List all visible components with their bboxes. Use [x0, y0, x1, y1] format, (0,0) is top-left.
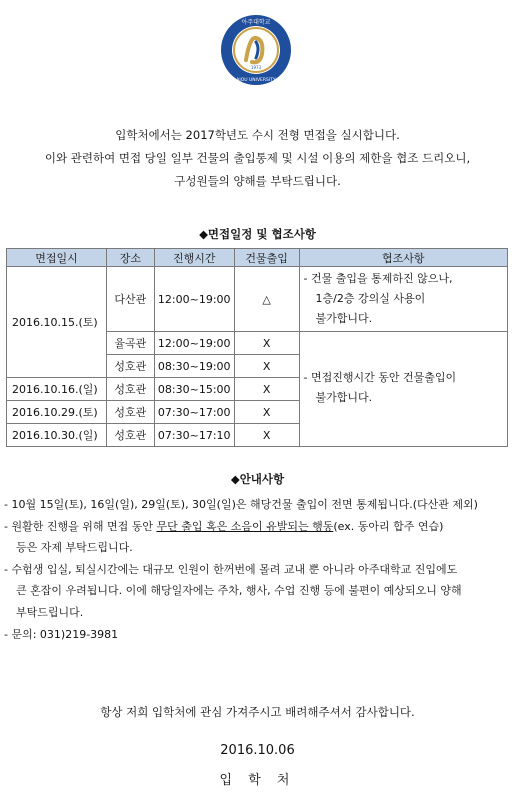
cell-time: 07:30~17:10 [154, 424, 234, 447]
notice-underlined-text: 무단 출입 혹은 소음이 유발되는 행동 [156, 519, 334, 533]
cell-access: △ [234, 267, 299, 332]
cell-note-1 [299, 267, 507, 332]
cell-access: X [234, 401, 299, 424]
schedule-table [6, 248, 508, 447]
header-time: 진행시간 [154, 249, 234, 267]
cell-access: X [234, 378, 299, 401]
notice-continuation: 부탁드립니다. [16, 605, 84, 619]
note-line: - 건물 출입을 통제하진 않으나, [303, 272, 453, 285]
cell-place: 성호관 [106, 378, 154, 401]
signature-date: 2016.10.06 [220, 743, 295, 758]
cell-date: 2016.10.30.(일) [7, 424, 107, 447]
note-line: 불가합니다. [315, 391, 373, 404]
table-row [7, 267, 508, 332]
notice-continuation: 등은 자제 부탁드립니다. [16, 541, 133, 555]
cell-place: 성호관 [106, 355, 154, 378]
cell-place: 다산관 [106, 267, 154, 332]
table-header-row [7, 249, 508, 267]
closing-message: 항상 저희 입학처에 관심 가져주시고 배려해주셔서 감사합니다. [100, 705, 415, 719]
header-access: 건물출입 [234, 249, 299, 267]
intro-line: 입학처에서는 2017학년도 수시 전형 면접을 실시합니다. [115, 128, 400, 142]
cell-time: 07:30~17:00 [154, 401, 234, 424]
logo-top-text: 아주대학교 [241, 19, 271, 26]
notice-text: (ex. 동아리 합주 연습) [333, 519, 444, 533]
university-logo [220, 14, 292, 86]
cell-time: 12:00~19:00 [154, 332, 234, 355]
cell-date: 2016.10.29.(토) [7, 401, 107, 424]
cell-note-2 [299, 332, 507, 447]
cell-place: 성호관 [106, 424, 154, 447]
notice-text: - 원활한 진행을 위해 면접 동안 [4, 519, 157, 533]
cell-time: 08:30~15:00 [154, 378, 234, 401]
cell-date: 2016.10.16.(일) [7, 378, 107, 401]
notice-continuation: 큰 혼잡이 우려됩니다. 이에 해당일자에는 주차, 행사, 수업 진행 등에 불편이 예상되오니 양해 [16, 584, 462, 598]
notice-list [4, 494, 512, 645]
logo-bottom-text: AJOU UNIVERSITY [236, 78, 276, 83]
cell-time: 12:00~19:00 [154, 267, 234, 332]
intro-paragraph [0, 124, 515, 193]
header-note: 협조사항 [299, 249, 507, 267]
notice-item [4, 516, 512, 538]
cell-place: 성호관 [106, 401, 154, 424]
notice-item: - 수험생 입실, 퇴실시간에는 대규모 인원이 한꺼번에 몰려 교내 뿐 아니라 아주대학교 진입에도 [4, 562, 458, 576]
note-line: 불가합니다. [315, 312, 373, 325]
cell-place: 율곡관 [106, 332, 154, 355]
header-date: 면접일시 [7, 249, 107, 267]
cell-date: 2016.10.15.(토) [7, 267, 107, 378]
cell-time: 08:30~19:00 [154, 355, 234, 378]
cell-access: X [234, 424, 299, 447]
cell-access: X [234, 332, 299, 355]
note-line: - 면접진행시간 동안 건물출입이 [303, 371, 457, 384]
notice-item: - 10월 15일(토), 16일(일), 29일(토), 30일(일)은 해당건물 출입이 전면 통제됩니다.(다산관 제외) [4, 498, 478, 511]
notice-contact: - 문의: 031)219-3981 [4, 627, 119, 641]
signature-office: 입 학 처 [219, 773, 296, 788]
cell-access: X [234, 355, 299, 378]
logo-year: 1973 [250, 65, 262, 70]
schedule-title: ◆면접일정 및 협조사항 [199, 227, 316, 241]
intro-line: 이와 관련하여 면접 당일 일부 건물의 출입통제 및 시설 이용의 제한을 협조 드리오니, [44, 151, 471, 165]
header-place: 장소 [106, 249, 154, 267]
note-line: 1층/2층 강의실 사용이 [315, 292, 426, 305]
intro-line: 구성원들의 양해를 부탁드립니다. [174, 174, 341, 188]
notice-title: ◆안내사항 [230, 472, 285, 486]
